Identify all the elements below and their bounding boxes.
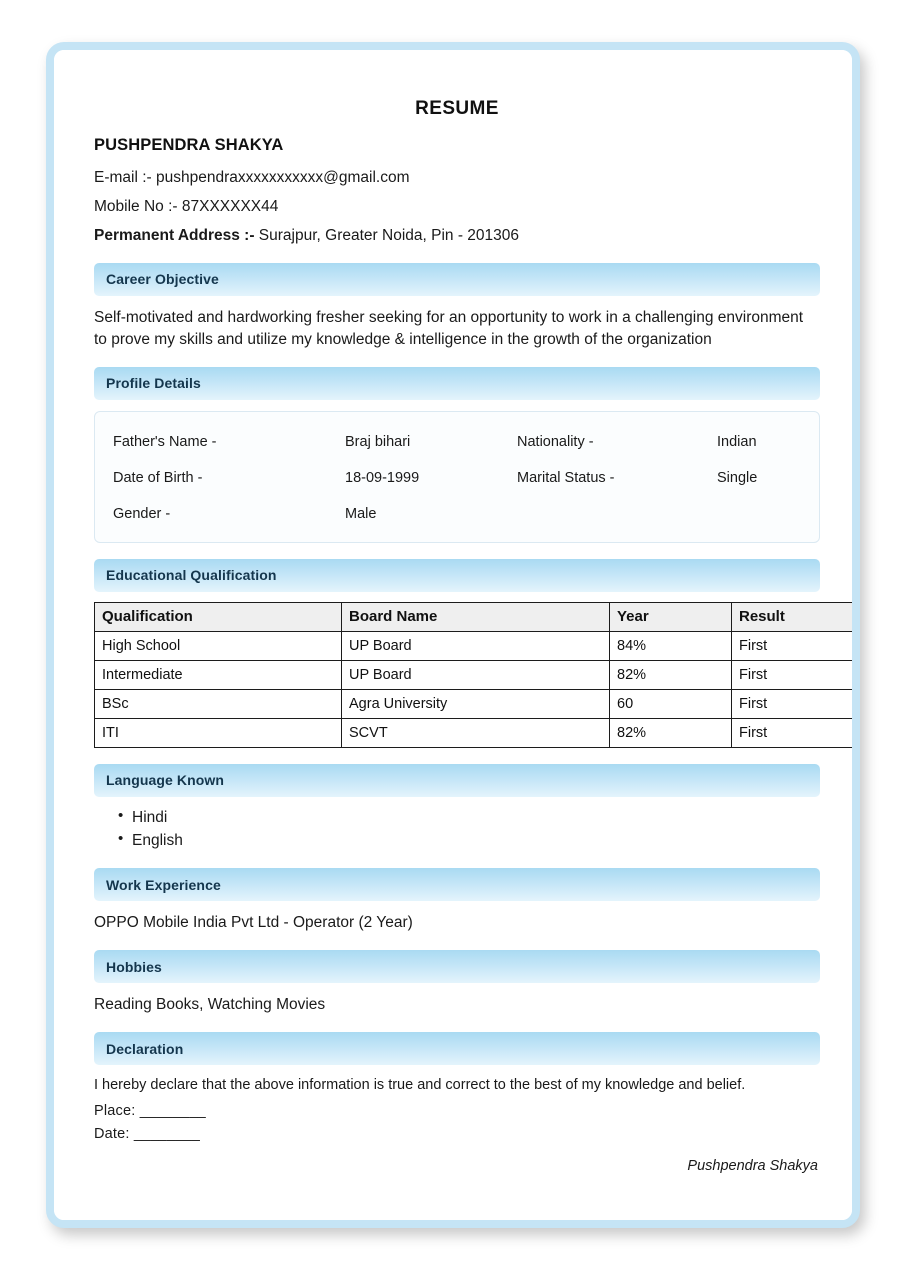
section-header-profile-details: [94, 367, 820, 400]
section-title-declaration: Declaration: [106, 1040, 184, 1057]
section-header-hobbies: [94, 950, 820, 983]
cell-qualification: Intermediate: [95, 660, 342, 689]
profile-value-date-of-birth: 18-09-1999: [345, 469, 420, 486]
table-row: [95, 631, 853, 660]
address-line: [94, 226, 820, 247]
profile-label-gender: Gender -: [113, 505, 171, 522]
profile-label-marital-status: Marital Status -: [517, 469, 615, 486]
section-header-language-known: [94, 764, 820, 797]
signature-name: Pushpendra Shakya: [687, 1158, 818, 1175]
cell-board-name: UP Board: [342, 631, 610, 660]
education-table: [94, 602, 852, 748]
work-experience-text: OPPO Mobile India Pvt Ltd - Operator (2 Year): [94, 914, 413, 932]
resume-page-frame: [46, 42, 860, 1228]
email-line: E-mail :- pushpendraxxxxxxxxxxx@gmail.com: [94, 169, 410, 186]
cell-year: 84%: [610, 631, 732, 660]
profile-row: [113, 434, 801, 450]
cell-result: First: [732, 689, 853, 718]
section-title-hobbies: Hobbies: [106, 958, 162, 975]
cell-qualification: High School: [95, 631, 342, 660]
cell-year: 60: [610, 689, 732, 718]
document-title: RESUME: [415, 98, 499, 119]
profile-value-marital-status: Single: [717, 469, 758, 486]
table-header-row: [95, 602, 853, 631]
declaration-date-line: Date: ________: [94, 1126, 200, 1143]
cell-result: First: [732, 631, 853, 660]
resume-page: [54, 50, 852, 1220]
resume-content: [94, 60, 820, 1174]
section-title-profile-details: Profile Details: [106, 375, 201, 392]
address-label: Permanent Address :-: [94, 226, 255, 244]
column-header-year: Year: [610, 602, 732, 631]
profile-label-fathers-name: Father's Name -: [113, 433, 217, 450]
profile-value-gender: Male: [345, 505, 377, 522]
hobbies-text: Reading Books, Watching Movies: [94, 996, 326, 1014]
profile-value-fathers-name: Braj bihari: [345, 433, 411, 450]
career-objective-text: Self-motivated and hardworking fresher seeking for an opportunity to work in a challenging environment to prove my skills and utilize my knowledge & intelligence in the growth of the organization: [94, 308, 804, 348]
language-list: [94, 806, 820, 853]
section-header-work-experience: [94, 868, 820, 901]
section-header-career-objective: [94, 263, 820, 296]
cell-year: 82%: [610, 718, 732, 747]
section-title-educational-qualification: Educational Qualification: [106, 567, 277, 584]
column-header-result: Result: [732, 602, 853, 631]
profile-label-date-of-birth: Date of Birth -: [113, 469, 203, 486]
cell-board-name: SCVT: [342, 718, 610, 747]
column-header-qualification: Qualification: [95, 602, 342, 631]
cell-qualification: BSc: [95, 689, 342, 718]
profile-row: [113, 470, 801, 486]
list-item: • English: [118, 829, 820, 852]
section-title-work-experience: Work Experience: [106, 876, 221, 893]
profile-value-nationality: Indian: [717, 433, 757, 450]
section-title-language-known: Language Known: [106, 772, 225, 789]
cell-board-name: UP Board: [342, 660, 610, 689]
cell-board-name: Agra University: [342, 689, 610, 718]
declaration-place-line: Place: ________: [94, 1103, 206, 1120]
column-header-board-name: Board Name: [342, 602, 610, 631]
candidate-name: PUSHPENDRA SHAKYA: [94, 136, 284, 154]
section-header-educational-qualification: [94, 559, 820, 592]
table-row: [95, 689, 853, 718]
section-title-career-objective: Career Objective: [106, 271, 219, 288]
table-row: [95, 718, 853, 747]
address-value: Surajpur, Greater Noida, Pin - 201306: [254, 226, 520, 244]
profile-row: [113, 506, 801, 522]
cell-qualification: ITI: [95, 718, 342, 747]
list-item: • Hindi: [118, 806, 820, 829]
cell-year: 82%: [610, 660, 732, 689]
declaration-text: I hereby declare that the above information is true and correct to the best of my knowledge and belief.: [94, 1077, 746, 1094]
cell-result: First: [732, 718, 853, 747]
profile-label-nationality: Nationality -: [517, 433, 594, 450]
section-header-declaration: [94, 1032, 820, 1065]
cell-result: First: [732, 660, 853, 689]
mobile-line: Mobile No :- 87XXXXXX44: [94, 197, 279, 215]
table-row: [95, 660, 853, 689]
profile-details-box: [94, 411, 820, 543]
